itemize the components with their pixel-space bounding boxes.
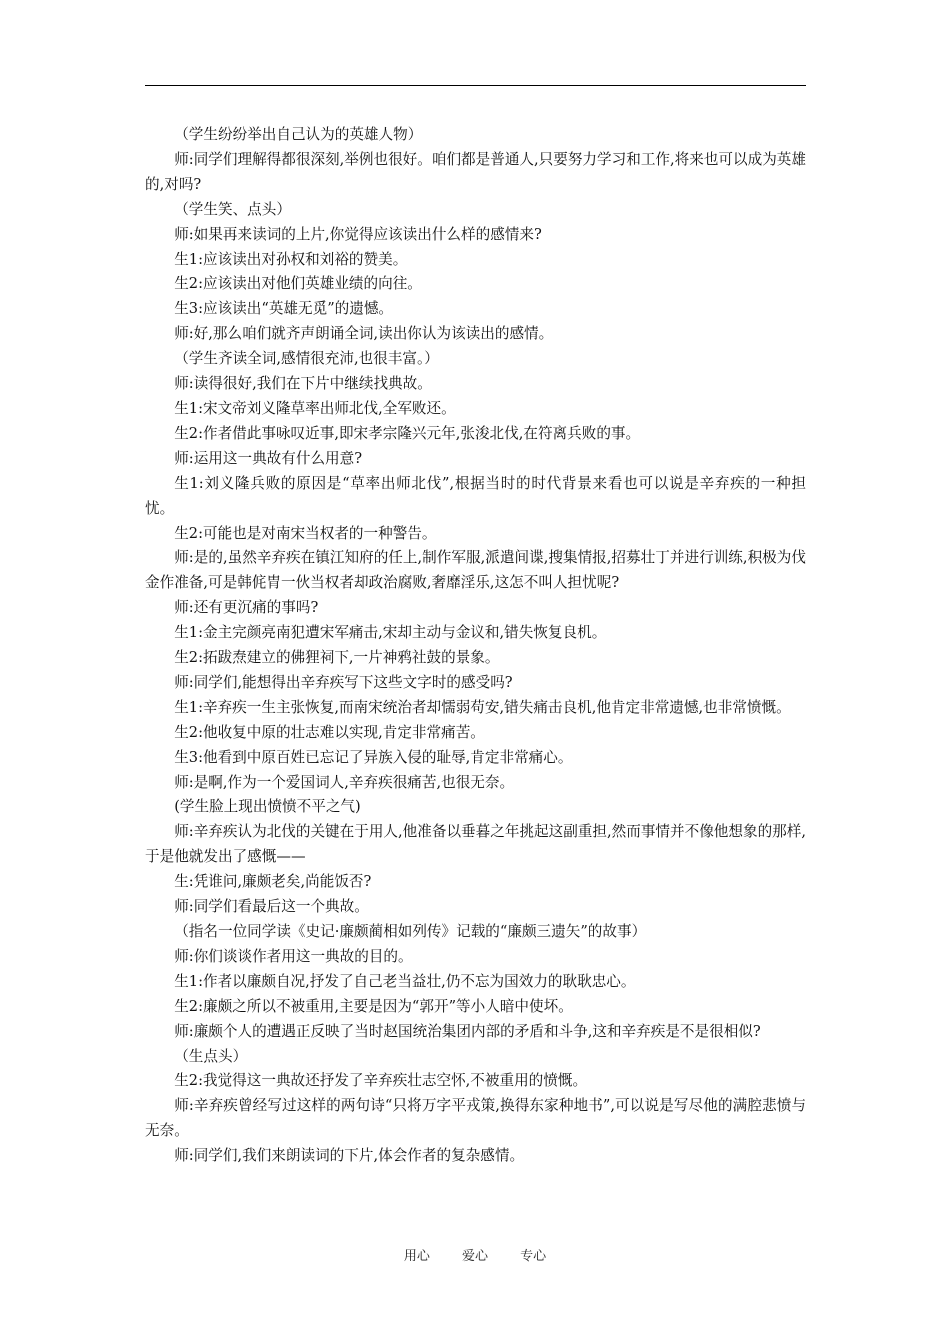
- paragraph: 师:同学们,能想得出辛弃疾写下这些文字时的感受吗?: [174, 673, 513, 691]
- paragraph: 生1:作者以廉颇自况,抒发了自己老当益壮,仍不忘为国效力的耿耿忠心。: [174, 972, 636, 990]
- footer-item: 爱心: [461, 1249, 488, 1264]
- paragraph: 生2:应该读出对他们英雄业绩的向往。: [174, 275, 422, 293]
- footer-item: 用心: [403, 1249, 430, 1264]
- paragraph: 师:廉颇个人的遭遇正反映了当时赵国统治集团内部的矛盾和斗争,这和辛弃疾是不是很相似?: [174, 1022, 761, 1040]
- paragraph: 师:同学们,我们来朗读词的下片,体会作者的复杂感情。: [174, 1147, 525, 1165]
- paragraph: 生3:应该读出“英雄无觅”的遗憾。: [174, 300, 394, 318]
- paragraph: （学生齐读全词,感情很充沛,也很丰富。）: [174, 350, 439, 368]
- paragraph: 师:如果再来读词的上片,你觉得应该读出什么样的感情来?: [174, 225, 542, 243]
- paragraph: 师:是啊,作为一个爱国词人,辛弃疾很痛苦,也很无奈。: [174, 773, 515, 791]
- paragraph: 生1:刘义隆兵败的原因是“草率出师北伐”,根据当时的时代背景来看也可以说是辛弃疾的一种担忧。: [145, 474, 806, 517]
- paragraph: 师:运用这一典故有什么用意?: [174, 449, 363, 467]
- paragraph: 生2:廉颇之所以不被重用,主要是因为“郭开”等小人暗中使坏。: [174, 997, 573, 1015]
- footer-item: 专心: [520, 1249, 547, 1264]
- paragraph: 师:你们谈谈作者用这一典故的目的。: [174, 947, 413, 965]
- paragraph: （学生笑、点头）: [174, 200, 291, 218]
- header-rule: [145, 85, 806, 86]
- paragraph: 师:辛弃疾认为北伐的关键在于用人,他准备以垂暮之年挑起这副重担,然而事情并不像他想象的那样,于是他就发出了感慨——: [145, 823, 806, 866]
- paragraph: （学生纷纷举出自己认为的英雄人物）: [174, 126, 423, 143]
- paragraph: 生3:他看到中原百姓已忘记了异族入侵的耻辱,肯定非常痛心。: [174, 748, 573, 766]
- paragraph: 生2:可能也是对南宋当权者的一种警告。: [174, 524, 437, 542]
- paragraph: 生2:我觉得这一典故还抒发了辛弃疾壮志空怀,不被重用的愤慨。: [174, 1072, 588, 1090]
- paragraph: 师:同学们看最后这一个典故。: [174, 898, 369, 916]
- paragraph: 生2:他收复中原的壮志难以实现,肯定非常痛苦。: [174, 723, 485, 741]
- paragraph: 师:同学们理解得都很深刻,举例也很好。咱们都是普通人,只要努力学习和工作,将来也可以成为英雄的,对吗?: [145, 150, 806, 193]
- paragraph: （生点头）: [174, 1047, 248, 1065]
- paragraph: （指名一位同学读《史记·廉颇蔺相如列传》记载的“廉颇三遗矢”的故事）: [174, 923, 647, 940]
- document-body: [145, 123, 806, 1169]
- paragraph: 师:还有更沉痛的事吗?: [174, 599, 319, 617]
- paragraph: 师:读得很好,我们在下片中继续找典故。: [174, 375, 432, 393]
- paragraph: 生1:金主完颜亮南犯遭宋军痛击,宋却主动与金议和,错失恢复良机。: [174, 624, 607, 642]
- paragraph: (学生脸上现出愤愤不平之气): [174, 798, 361, 816]
- page-footer: [0, 1248, 950, 1266]
- paragraph: 师:好,那么咱们就齐声朗诵全词,读出你认为该读出的感情。: [174, 325, 554, 343]
- paragraph: 师:辛弃疾曾经写过这样的两句诗“只将万字平戎策,换得东家种地书”,可以说是写尽他的满腔悲愤与无奈。: [145, 1097, 806, 1140]
- paragraph: 生:凭谁问,廉颇老矣,尚能饭否?: [174, 873, 372, 891]
- paragraph: 师:是的,虽然辛弃疾在镇江知府的任上,制作军服,派遣间谍,搜集情报,招募壮丁并进行训练,积极为伐金作准备,可是韩侂胄一伙当权者却政治腐败,奢靡淫乐,这怎不叫人担忧呢?: [145, 549, 806, 592]
- paragraph: 生1:宋文帝刘义隆草率出师北伐,全军败还。: [174, 399, 456, 417]
- paragraph: 生1:辛弃疾一生主张恢复,而南宋统治者却懦弱苟安,错失痛击良机,他肯定非常遗憾,也非常愤慨。: [174, 698, 791, 716]
- paragraph: 生1:应该读出对孙权和刘裕的赞美。: [174, 250, 408, 268]
- paragraph: 生2:拓跋焘建立的佛狸祠下,一片神鸦社鼓的景象。: [174, 649, 500, 667]
- paragraph: 生2:作者借此事咏叹近事,即宋孝宗隆兴元年,张浚北伐,在符离兵败的事。: [174, 424, 641, 442]
